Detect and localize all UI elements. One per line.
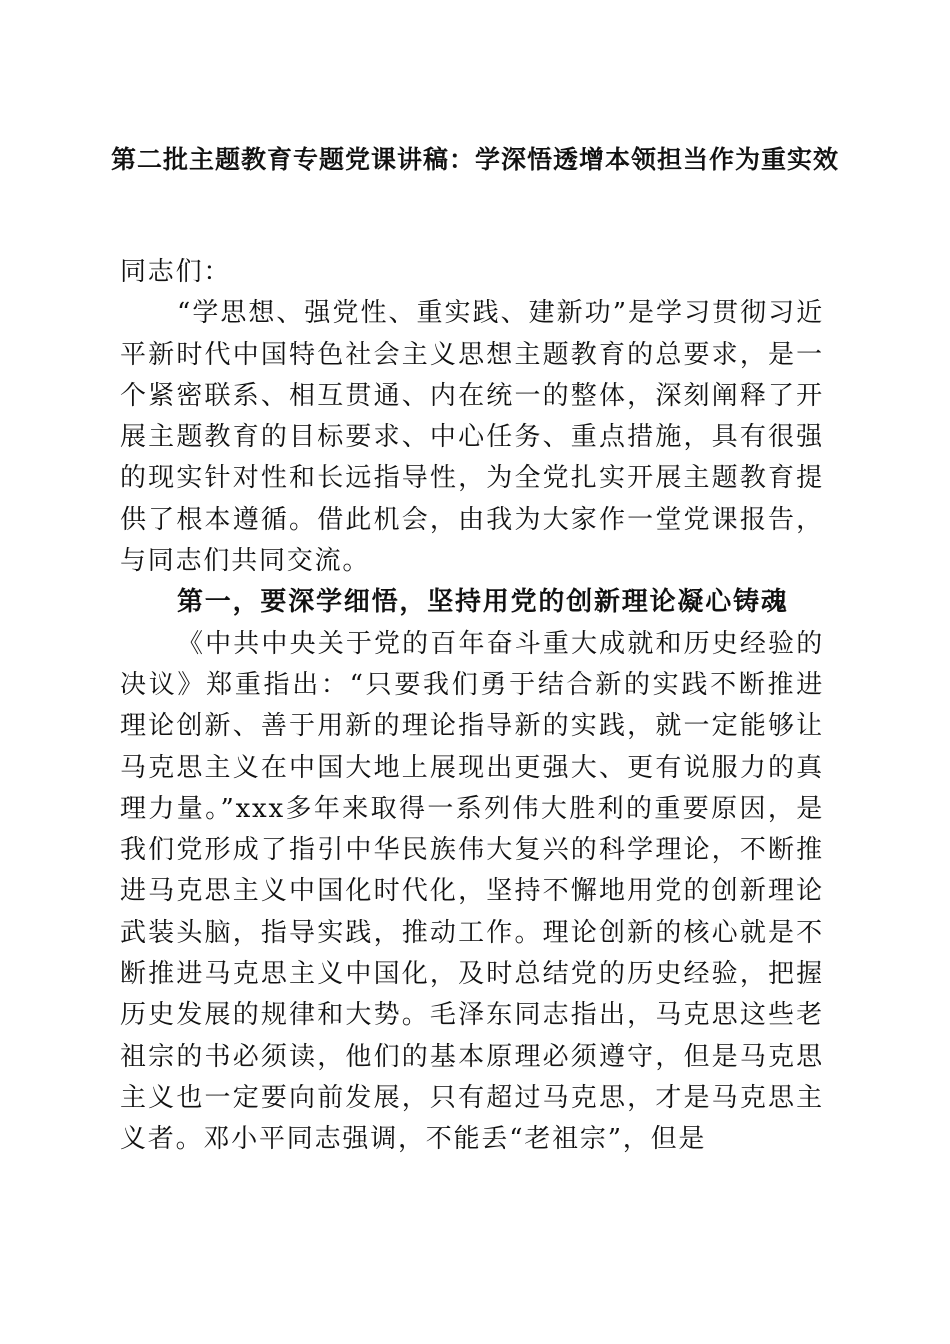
document-title: 第二批主题教育专题党课讲稿：学深悟透增本领担当作为重实效 <box>110 145 839 174</box>
salutation: 同志们： <box>120 257 232 287</box>
document-body <box>120 252 824 1161</box>
intro-paragraph: “学思想、强党性、重实践、建新功”是学习贯彻习近平新时代中国特色社会主义思想主题教育的总要求，是一个紧密联系、相互贯通、内在统一的整体，深刻阐释了开展主题教育的目标要求、中心任务、重点措施，具有很强的现实针对性和长远指导性，为全党扎实开展主题教育提供了根本遵循。借此机会，由我为大家作一堂党课报告，与同志们共同交流。 <box>120 298 824 577</box>
section-heading: 第一，要深学细悟，坚持用党的创新理论凝心铸魂 <box>177 587 789 618</box>
section-paragraph: 《中共中央关于党的百年奋斗重大成就和历史经验的决议》郑重指出：“只要我们勇于结合新的实践不断推进理论创新、善于用新的理论指导新的实践，就一定能够让马克思主义在中国大地上展现出更强大、更有说服力的真理力量。”xxx多年来取得一系列伟大胜利的重要原因，是我们党形成了指引中华民族伟大复兴的科学理论，不断推进马克思主义中国化时代化，坚持不懈地用党的创新理论武装头脑，指导实践，推动工作。理论创新的核心就是不断推进马克思主义中国化，及时总结党的历史经验，把握历史发展的规律和大势。毛泽东同志指出，马克思这些老祖宗的书必须读，他们的基本原理必须遵守，但是马克思主义也一定要向前发展，只有超过马克思，才是马克思主义者。邓小平同志强调，不能丢“老祖宗”，但是 <box>120 628 824 1155</box>
